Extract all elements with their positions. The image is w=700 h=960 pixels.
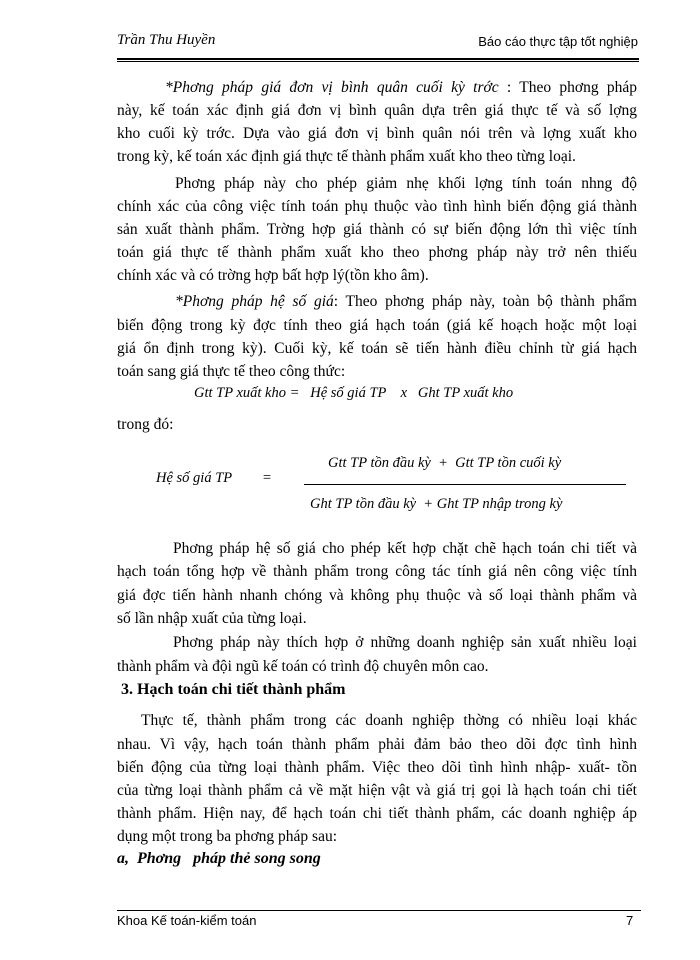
- paragraph-line: kho cuối kỳ trớc. Dựa vào giá đơn vị bình quân nói trên và lợng xuất kho: [117, 125, 637, 142]
- paragraph-line: trong kỳ, kế toán xác định giá thực tế thành phẩm xuất kho theo từng loại.: [117, 148, 576, 165]
- italic-term: *Phơng pháp giá đơn vị bình quân cuối kỳ trớc: [165, 79, 499, 96]
- paragraph-line: Phơng pháp này cho phép giảm nhẹ khối lợng tính toán nhng độ: [175, 175, 637, 192]
- paragraph-line: Thực tế, thành phẩm trong các doanh nghiệp thờng có nhiều loại khác: [141, 712, 637, 729]
- paragraph-line: [117, 78, 637, 98]
- footer-rule: [117, 910, 641, 911]
- paragraph-line: giá ổn định trong kỳ). Cuối kỳ, kế toán sẽ tiến hành điều chỉnh từ giá hạch: [117, 340, 637, 357]
- formula-equals: =: [262, 470, 272, 486]
- paragraph-line: chính xác của công việc tính toán phụ thuộc vào tình hình biến động giá thành: [117, 198, 637, 215]
- header-rule: [117, 58, 639, 62]
- italic-term: *Phơng pháp hệ số giá: [175, 293, 334, 310]
- paragraph-line: thành phẩm và đội ngũ kế toán có trình độ chuyên môn cao.: [117, 658, 489, 675]
- formula-lhs: Hệ số giá TP: [156, 470, 233, 486]
- paragraph-line: sản xuất thành phẩm. Trờng hợp giá thành có sự biến động lớn thì việc tính: [117, 221, 637, 238]
- paragraph-line: thành phẩm. Hiện nay, để hạch toán chi tiết thành phẩm, các doanh nghiệp áp: [117, 805, 637, 822]
- paragraph-line: toán giá thực tế thành phẩm xuất kho theo phơng pháp này trở nên thiếu: [117, 244, 637, 261]
- paragraph-line: Phơng pháp này thích hợp ở những doanh nghiệp sản xuất nhiều loại: [173, 634, 637, 651]
- header-author: Trần Thu Huyền: [117, 32, 216, 48]
- header-title: Báo cáo thực tập tốt nghiệp: [478, 34, 638, 49]
- formula-numerator: Gtt TP tồn đầu kỳ + Gtt TP tồn cuối kỳ: [328, 455, 562, 471]
- paragraph-line: [117, 292, 637, 312]
- text: : Theo phơng pháp này, toàn bộ thành phẩm: [333, 293, 637, 310]
- formula-export-price: Gtt TP xuất kho = Hệ số giá TP x Ght TP xuất kho: [194, 385, 514, 401]
- paragraph-line: hạch toán tổng hợp về thành phẩm trong công tác tính giá nên công việc tính: [117, 563, 637, 580]
- paragraph-line: này, kế toán xác định giá đơn vị bình quân dựa trên giá thực tế và số lợng: [117, 102, 637, 119]
- subsection-heading: a, Phơng pháp thẻ song song: [117, 850, 321, 867]
- paragraph-line: chính xác và có trờng hợp bất hợp lý(tồn kho âm).: [117, 267, 429, 284]
- paragraph-line: Phơng pháp hệ số giá cho phép kết hợp chặt chẽ hạch toán chi tiết và: [173, 540, 637, 557]
- footer-department: Khoa Kế toán-kiểm toán: [117, 913, 257, 928]
- fraction-bar: [304, 484, 626, 485]
- section-heading: 3. Hạch toán chi tiết thành phẩm: [121, 681, 346, 698]
- page-number: 7: [626, 913, 634, 928]
- paragraph-line: nhau. Vì vậy, hạch toán thành phẩm phải đảm bảo theo dõi đợc tình hình: [117, 736, 637, 753]
- paragraph-line: của từng loại thành phẩm cả về mặt hiện vật và giá trị gọi là hạch toán chi tiết: [117, 782, 637, 799]
- paragraph-line: toán sang giá thực tế theo công thức:: [117, 363, 346, 380]
- paragraph-line: giá đợc tiến hành nhanh chóng và không phụ thuộc và số loại thành phẩm và: [117, 587, 637, 604]
- text: : Theo phơng pháp: [498, 79, 638, 96]
- paragraph-line: dụng một trong ba phơng pháp sau:: [117, 828, 338, 845]
- where-label: trong đó:: [117, 416, 174, 433]
- paragraph-line: biến động của từng loại thành phẩm. Việc theo dõi tình hình nhập- xuất- tồn: [117, 759, 637, 776]
- paragraph-line: số lần nhập xuất của từng loại.: [117, 610, 307, 627]
- formula-denominator: Ght TP tồn đầu kỳ + Ght TP nhập trong kỳ: [310, 496, 563, 512]
- paragraph-line: biến động trong kỳ đợc tính theo giá hạch toán (giá kế hoạch hoặc một loại: [117, 317, 637, 334]
